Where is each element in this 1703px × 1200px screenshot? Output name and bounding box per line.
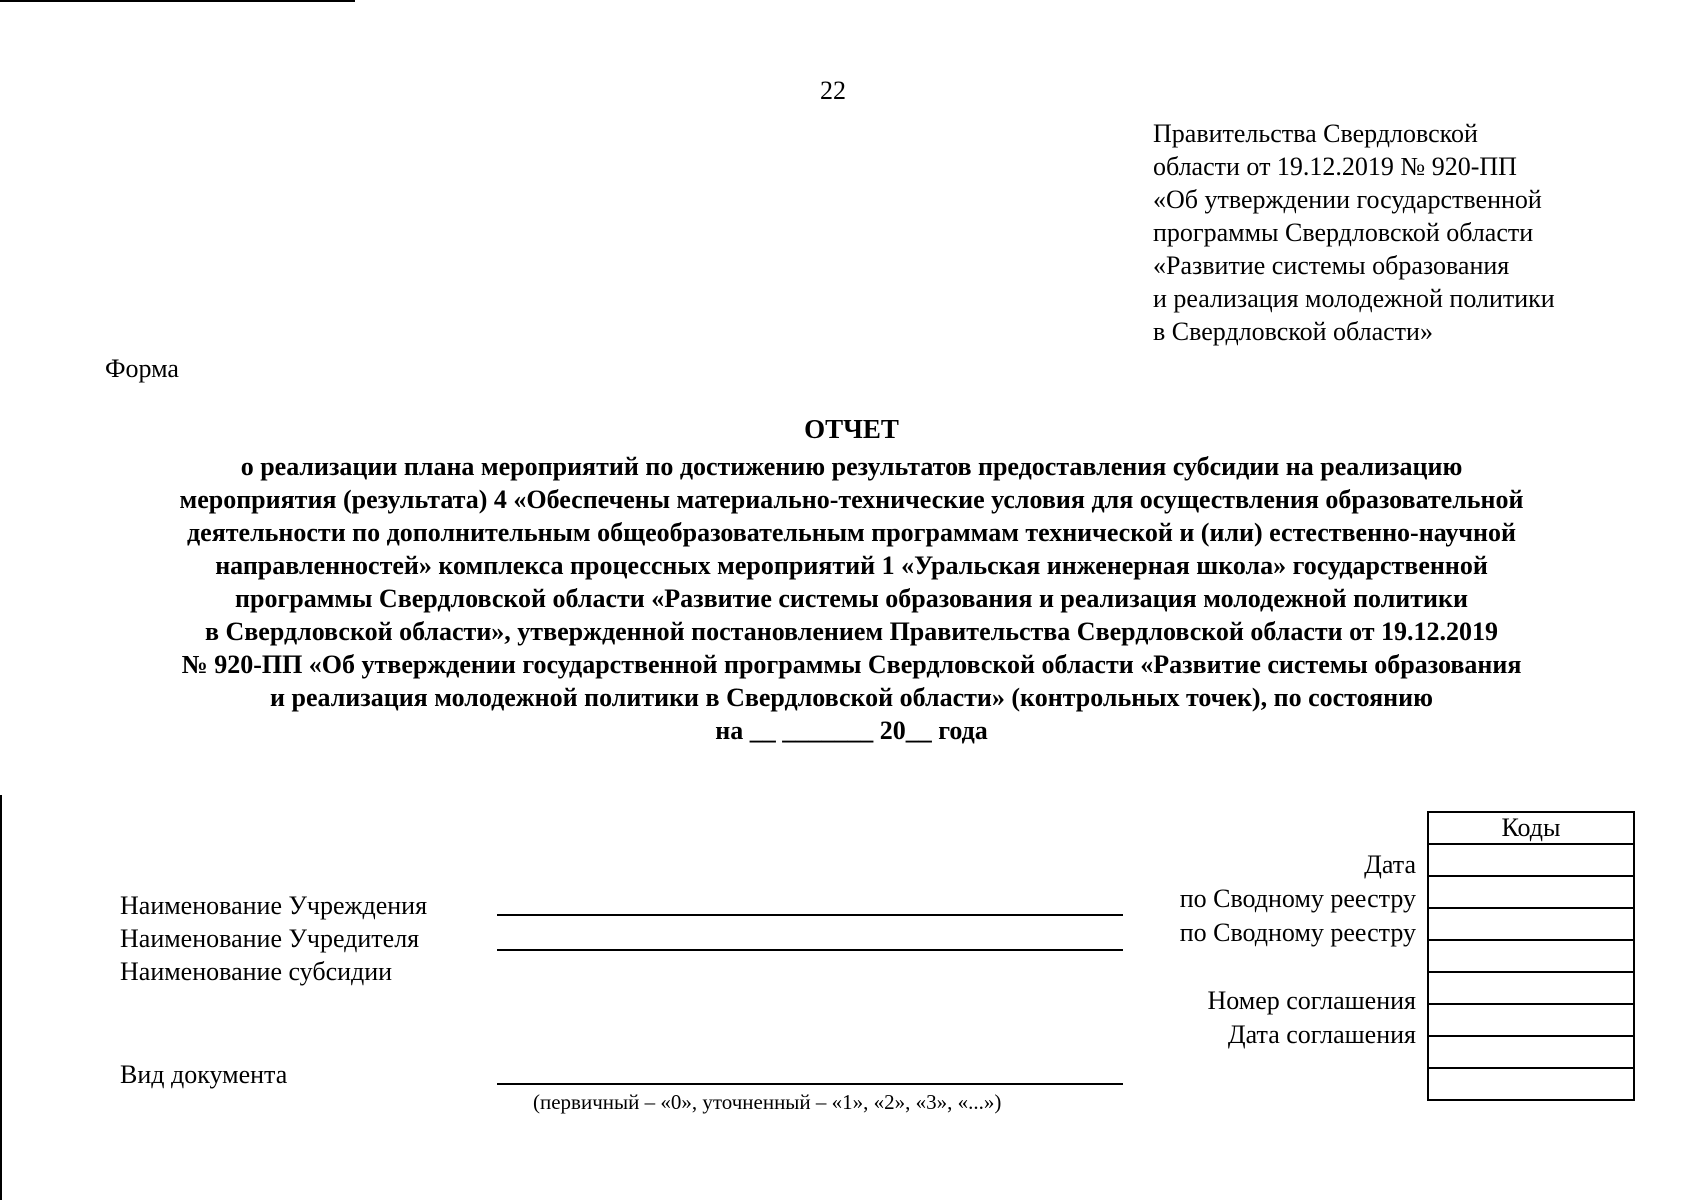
code-cell-institution-registry[interactable] [1428,876,1634,908]
subtitle-line: о реализации плана мероприятий по достижению результатов предоставления субсидии на реализацию [240,452,1463,481]
institution-name-label: Наименование Учреждения [120,891,428,920]
document-type-hint: (первичный – «0», уточненный – «1», «2», «3», «...») [533,1090,1002,1114]
scan-edge-mark-top [0,0,355,2]
document-type-label: Вид документа [120,1060,288,1089]
registry-label: по Сводному реестру [1179,884,1416,913]
founder-name-label: Наименование Учредителя [120,924,420,953]
page-number: 22 [820,76,846,105]
document-type-field[interactable] [497,1083,1123,1085]
code-cell-subsidy[interactable] [1428,940,1634,972]
approval-line: Правительства Свердловской [1153,119,1478,148]
subtitle-line: программы Свердловской области «Развитие системы образования и реализация молодежной политики [235,584,1468,613]
approval-line: программы Свердловской области [1153,218,1534,247]
subtitle-line: № 920-ПП «Об утверждении государственной программы Свердловской области «Развитие системы образования [181,650,1522,679]
code-cell-document-type[interactable] [1428,1068,1634,1100]
approval-line: и реализация молодежной политики [1153,284,1555,313]
approval-line: в Свердловской области» [1153,317,1433,346]
registry-label: по Сводному реестру [1179,918,1416,947]
code-cell-agreement-number[interactable] [1428,972,1634,1004]
code-cell-date[interactable] [1428,844,1634,876]
approval-line: «Об утверждении государственной [1153,185,1542,214]
institution-name-field[interactable] [497,914,1123,916]
codes-table [1427,811,1635,1101]
subtitle-line: мероприятия (результата) 4 «Обеспечены материально-технические условия для осуществления образовательной [179,485,1524,514]
approval-line: «Развитие системы образования [1153,251,1510,280]
code-cell-agreement-date[interactable] [1428,1004,1634,1036]
form-label: Форма [105,354,179,383]
agreement-date-label: Дата соглашения [1227,1020,1416,1049]
subtitle-line: деятельности по дополнительным общеобразовательным программам технической и (или) естественно-научной [187,518,1516,547]
subtitle-line: и реализация молодежной политики в Свердловской области» (контрольных точек), по состоянию [270,683,1433,712]
code-cell-founder-registry[interactable] [1428,908,1634,940]
date-label: Дата [1364,850,1416,879]
report-date-line: на __ _______ 20__ года [715,716,988,745]
scan-edge-mark-left [0,795,2,1200]
report-subtitle [0,450,1703,747]
report-title: ОТЧЕТ [804,414,899,444]
founder-name-field[interactable] [497,949,1123,951]
agreement-number-label: Номер соглашения [1207,986,1416,1015]
code-cell-extra[interactable] [1428,1036,1634,1068]
codes-header: Коды [1428,812,1634,844]
approval-reference [1153,117,1555,348]
subtitle-line: в Свердловской области», утвержденной постановлением Правительства Свердловской области от 19.12.2019 [204,617,1499,646]
subtitle-line: направленностей» комплекса процессных мероприятий 1 «Уральская инженерная школа» государственной [215,551,1488,580]
approval-line: области от 19.12.2019 № 920-ПП [1153,152,1517,181]
subsidy-name-label: Наименование субсидии [120,957,393,986]
